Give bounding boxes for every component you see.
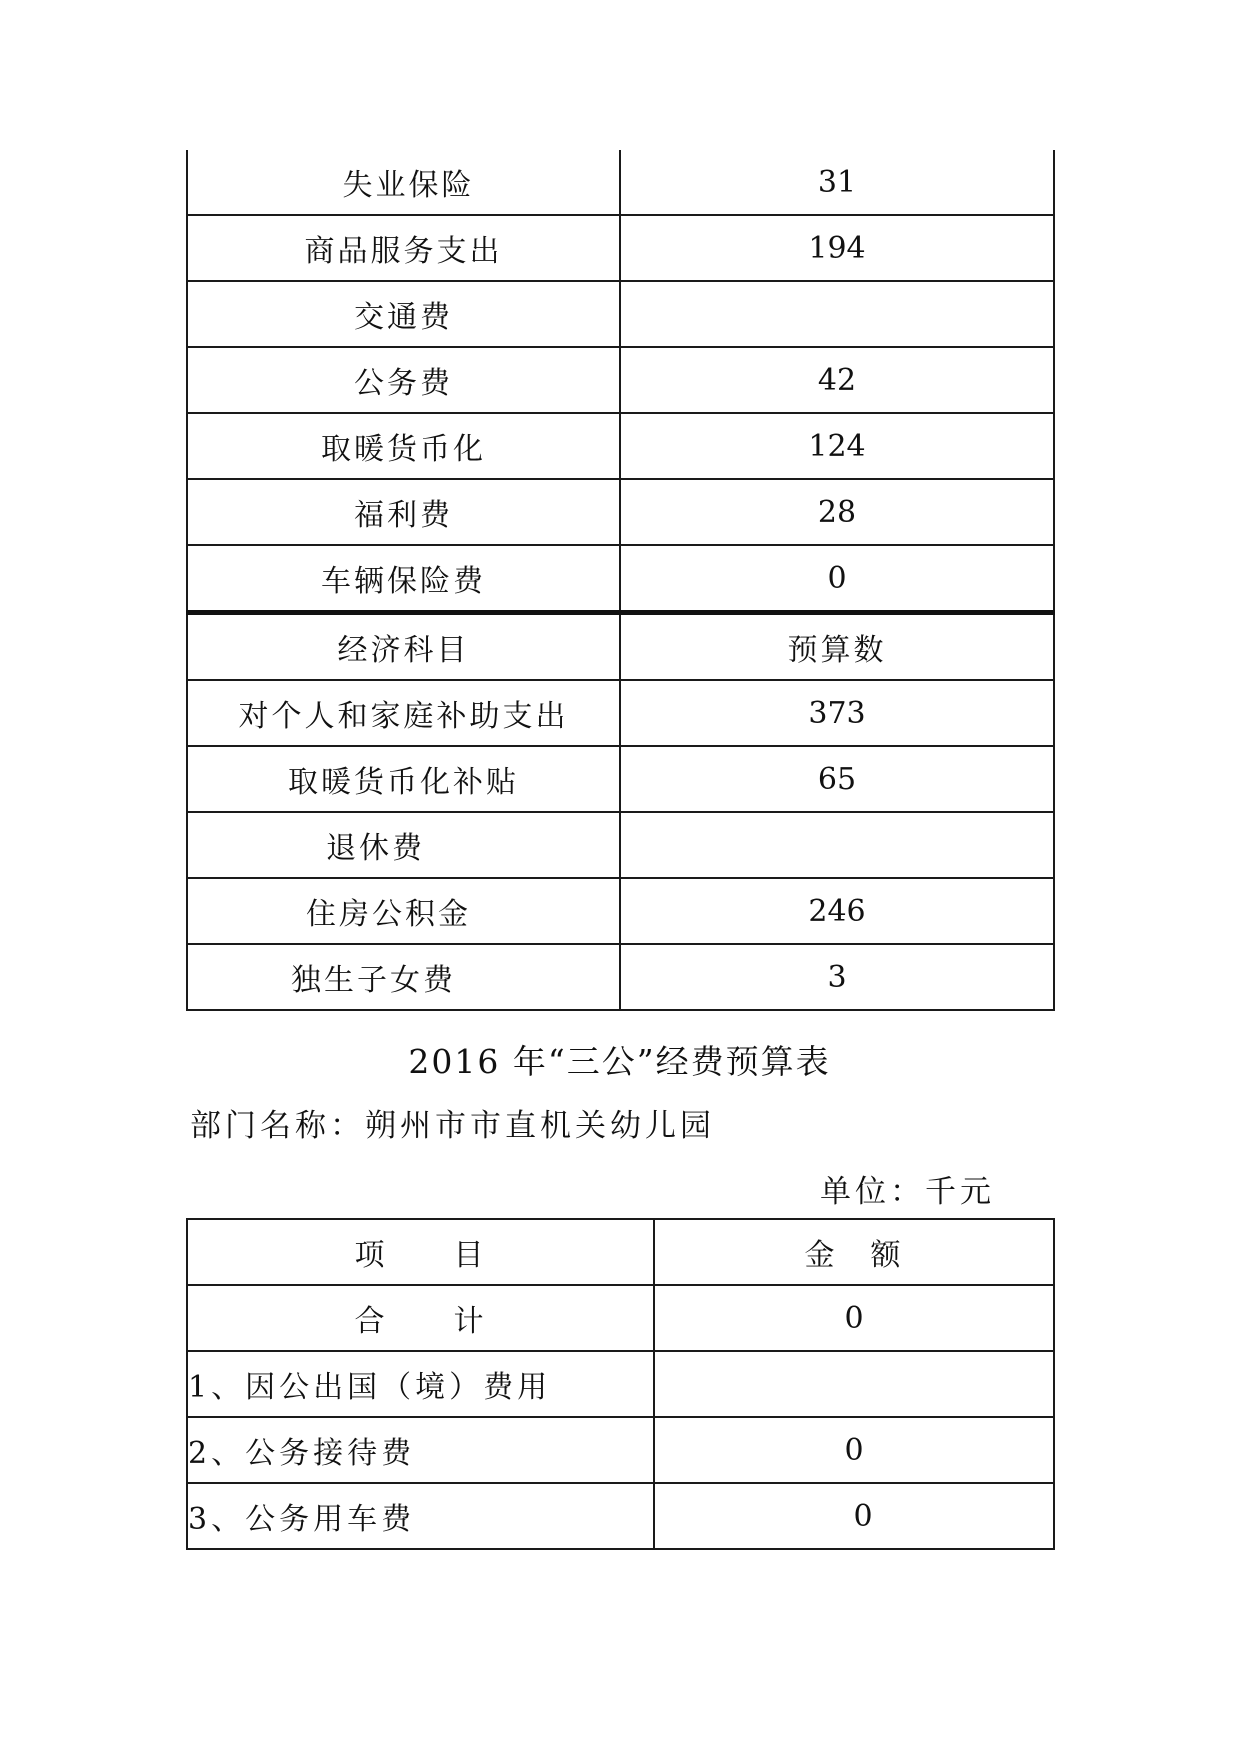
table-header-row	[187, 613, 1054, 681]
column-header-value: 金 额	[654, 1219, 1054, 1285]
item-cell: 公务费	[187, 347, 620, 413]
unit-label: 单位：千元	[820, 1174, 995, 1210]
department-name: 部门名称：朔州市市直机关幼儿园	[190, 1108, 715, 1144]
item-cell: 取暖货币化	[187, 413, 620, 479]
table-row	[187, 746, 1054, 812]
table-row	[187, 215, 1054, 281]
sangong-title: 2016 年“三公”经费预算表	[408, 1042, 831, 1081]
table-row	[187, 1351, 1054, 1417]
value-cell: 0	[654, 1483, 1054, 1549]
item-cell: 福利费	[187, 479, 620, 545]
table-header-row	[187, 1219, 1054, 1285]
table-row	[187, 1483, 1054, 1549]
column-header-item: 项 目	[187, 1219, 654, 1285]
item-cell: 2、公务接待费	[187, 1417, 654, 1483]
column-header-item: 经济科目	[187, 613, 620, 681]
table-total-row	[187, 1285, 1054, 1351]
value-cell	[620, 281, 1054, 347]
value-cell: 3	[620, 944, 1054, 1010]
table-row	[187, 347, 1054, 413]
value-cell: 194	[620, 215, 1054, 281]
table-row	[187, 1417, 1054, 1483]
item-cell: 住房公积金	[187, 878, 620, 944]
item-cell: 车辆保险费	[187, 545, 620, 613]
table-row	[187, 680, 1054, 746]
item-cell: 1、因公出国（境）费用	[187, 1351, 654, 1417]
budget-table	[186, 150, 1055, 1011]
value-cell: 246	[620, 878, 1054, 944]
value-cell: 42	[620, 347, 1054, 413]
table-row	[187, 878, 1054, 944]
column-header-value: 预算数	[620, 613, 1054, 681]
item-cell: 失业保险	[187, 150, 620, 215]
table-row	[187, 150, 1054, 215]
value-cell: 0	[620, 545, 1054, 613]
item-cell: 商品服务支出	[187, 215, 620, 281]
total-label: 合 计	[187, 1285, 654, 1351]
sangong-table	[186, 1218, 1055, 1550]
item-cell: 独生子女费	[187, 944, 620, 1010]
item-cell: 退休费	[187, 812, 620, 878]
value-cell: 65	[620, 746, 1054, 812]
value-cell: 31	[620, 150, 1054, 215]
table-row	[187, 812, 1054, 878]
value-cell	[620, 812, 1054, 878]
item-cell: 对个人和家庭补助支出	[187, 680, 620, 746]
item-cell: 取暖货币化补贴	[187, 746, 620, 812]
table-row	[187, 944, 1054, 1010]
total-value: 0	[654, 1285, 1054, 1351]
item-cell: 交通费	[187, 281, 620, 347]
value-cell: 373	[620, 680, 1054, 746]
item-cell: 3、公务用车费	[187, 1483, 654, 1549]
table-row	[187, 479, 1054, 545]
value-cell	[654, 1351, 1054, 1417]
table-row	[187, 545, 1054, 613]
table-row	[187, 413, 1054, 479]
table-row	[187, 281, 1054, 347]
value-cell: 124	[620, 413, 1054, 479]
value-cell: 28	[620, 479, 1054, 545]
value-cell: 0	[654, 1417, 1054, 1483]
